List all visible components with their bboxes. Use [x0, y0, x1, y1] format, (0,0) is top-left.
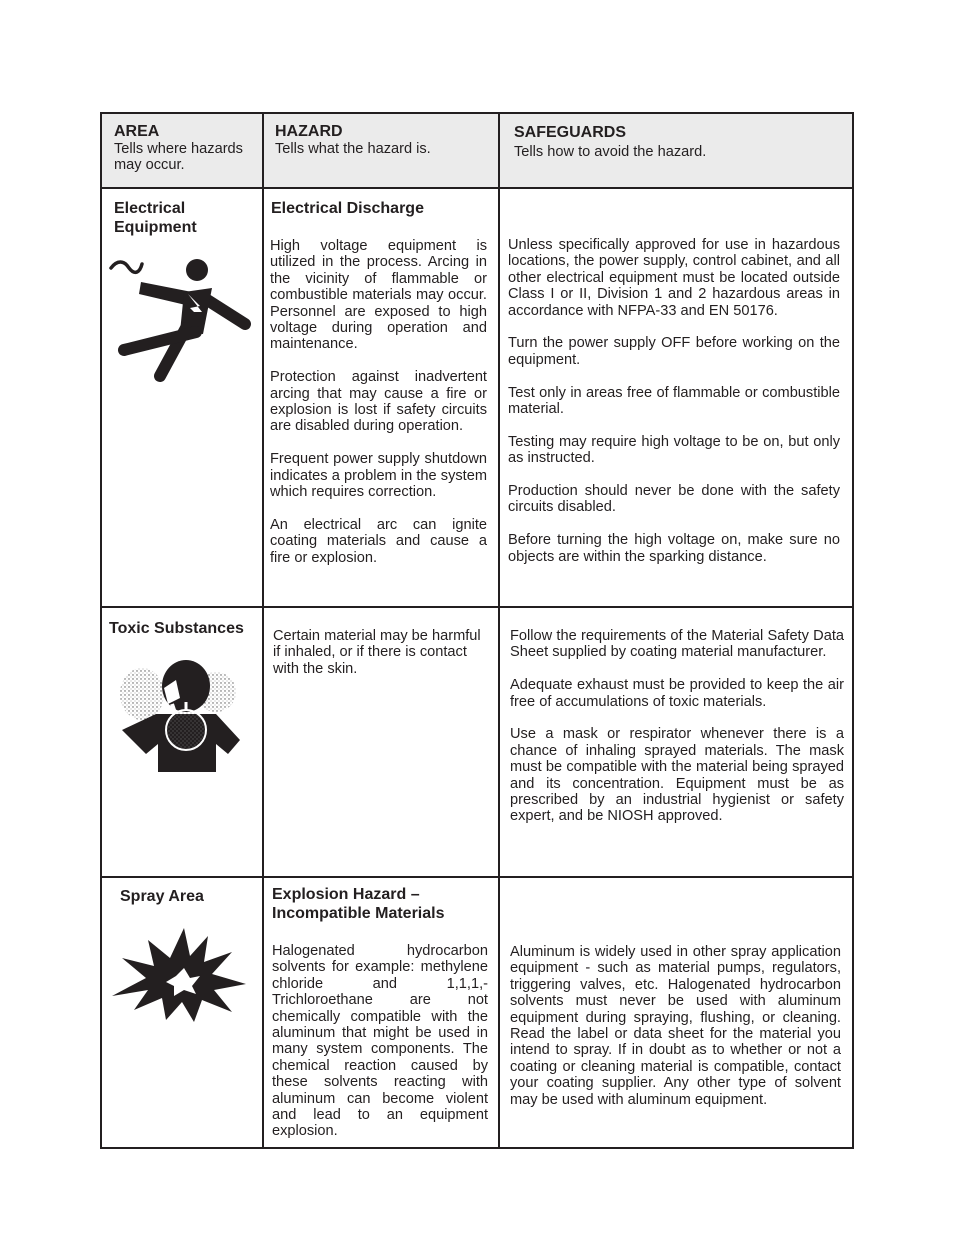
row-divider — [102, 876, 852, 878]
electric-shock-icon — [108, 258, 253, 384]
hazard-paragraph: Certain material may be harmful if inhaled, or if there is contact with the skin. — [273, 628, 481, 677]
area-electrical-equipment: Electrical Equipment — [114, 200, 197, 236]
safeguards-text-electrical — [508, 237, 840, 565]
hazard-paragraph: High voltage equipment is utilized in the process. Arcing in the vicinity of flammable or combustible materials may occur. Personnel are exposed to high voltage during operation and maintenance. — [270, 238, 487, 353]
header-safeguards-title: SAFEGUARDS — [514, 124, 627, 141]
header-hazard — [275, 122, 490, 157]
safeguard-paragraph: Testing may require high voltage to be on, but only as instructed. — [508, 433, 840, 467]
column-divider — [498, 114, 500, 1147]
hazard-text-toxic — [273, 628, 488, 677]
hazard-paragraph: Halogenated hydrocarbon solvents for example: methylene chloride and 1,1,1,-Trichloroethane are not chemically compatible with the aluminum that might be used in many system components. The chemical reaction caused by these solvents reacting with aluminum can become violent and lead to an equipment explosion. — [272, 943, 488, 1140]
header-hazard-title: HAZARD — [275, 123, 343, 140]
hazard-text-electrical — [270, 238, 487, 566]
safeguard-paragraph: Production should never be done with the safety circuits disabled. — [508, 483, 840, 516]
area-spray-area: Spray Area — [120, 888, 204, 905]
safeguard-paragraph: Before turning the high voltage on, make sure no objects are within the sparking distance. — [508, 532, 840, 565]
hazard-paragraph: An electrical arc can ignite coating materials and cause a fire or explosion. — [270, 516, 487, 566]
header-area-desc: Tells where hazards may occur. — [114, 141, 243, 173]
row-divider — [102, 187, 852, 189]
safeguard-paragraph: Use a mask or respirator whenever there is a chance of inhaling sprayed materials. The mask must be compatible with the material being sprayed and its concentration. Equipment must be as prescribed by an industrial hygienist or safety expert, and be NIOSH approved. — [510, 726, 844, 825]
safeguard-paragraph: Turn the power supply OFF before working on the equipment. — [508, 335, 840, 368]
header-area — [114, 122, 259, 173]
safeguard-paragraph: Unless specifically approved for use in hazardous locations, the power supply, control cabinet, and all other electrical equipment must be located outside Class I or II, Division 1 and 2 hazardous areas in accordance with NFPA-33 and EN 50176. — [508, 237, 840, 319]
safeguards-text-toxic — [510, 628, 844, 825]
safeguard-paragraph: Aluminum is widely used in other spray application equipment - such as material pumps, regulators, triggering valves, etc. Halogenated hydrocarbon solvents must never be used with aluminum equipment during spraying, flushing, or cleaning. Read the label or data sheet for the material you intend to spray. If in doubt as to whether or not a coating or cleaning material is compatible, contact your coating supplier. Any other type of solvent may be used with aluminum equipment. — [510, 944, 841, 1108]
toxic-inhalation-icon — [120, 658, 240, 774]
hazard-title-spray: Explosion Hazard – Incompatible Materials — [272, 886, 445, 922]
header-area-title: AREA — [114, 123, 160, 140]
hazard-title-electrical: Electrical Discharge — [271, 200, 424, 217]
header-safeguards — [514, 123, 834, 160]
safeguard-paragraph: Follow the requirements of the Material Safety Data Sheet supplied by coating material manufacturer. — [510, 628, 844, 661]
column-divider — [262, 114, 264, 1147]
hazard-text-spray — [272, 943, 488, 1140]
hazard-paragraph: Protection against inadvertent arcing that may cause a fire or explosion is lost if safety circuits are disabled during operation. — [270, 369, 487, 435]
safeguards-text-spray — [510, 944, 841, 1108]
explosion-icon — [112, 928, 246, 1022]
hazard-paragraph: Frequent power supply shutdown indicates a problem in the system which requires correction. — [270, 451, 487, 501]
safeguard-paragraph: Test only in areas free of flammable or combustible material. — [508, 384, 840, 418]
row-divider — [102, 606, 852, 608]
header-safeguards-desc: Tells how to avoid the hazard. — [514, 144, 707, 160]
safeguard-paragraph: Adequate exhaust must be provided to keep the air free of accumulations of toxic materials. — [510, 677, 844, 710]
header-hazard-desc: Tells what the hazard is. — [275, 141, 431, 157]
area-toxic-substances: Toxic Substances — [109, 620, 244, 637]
